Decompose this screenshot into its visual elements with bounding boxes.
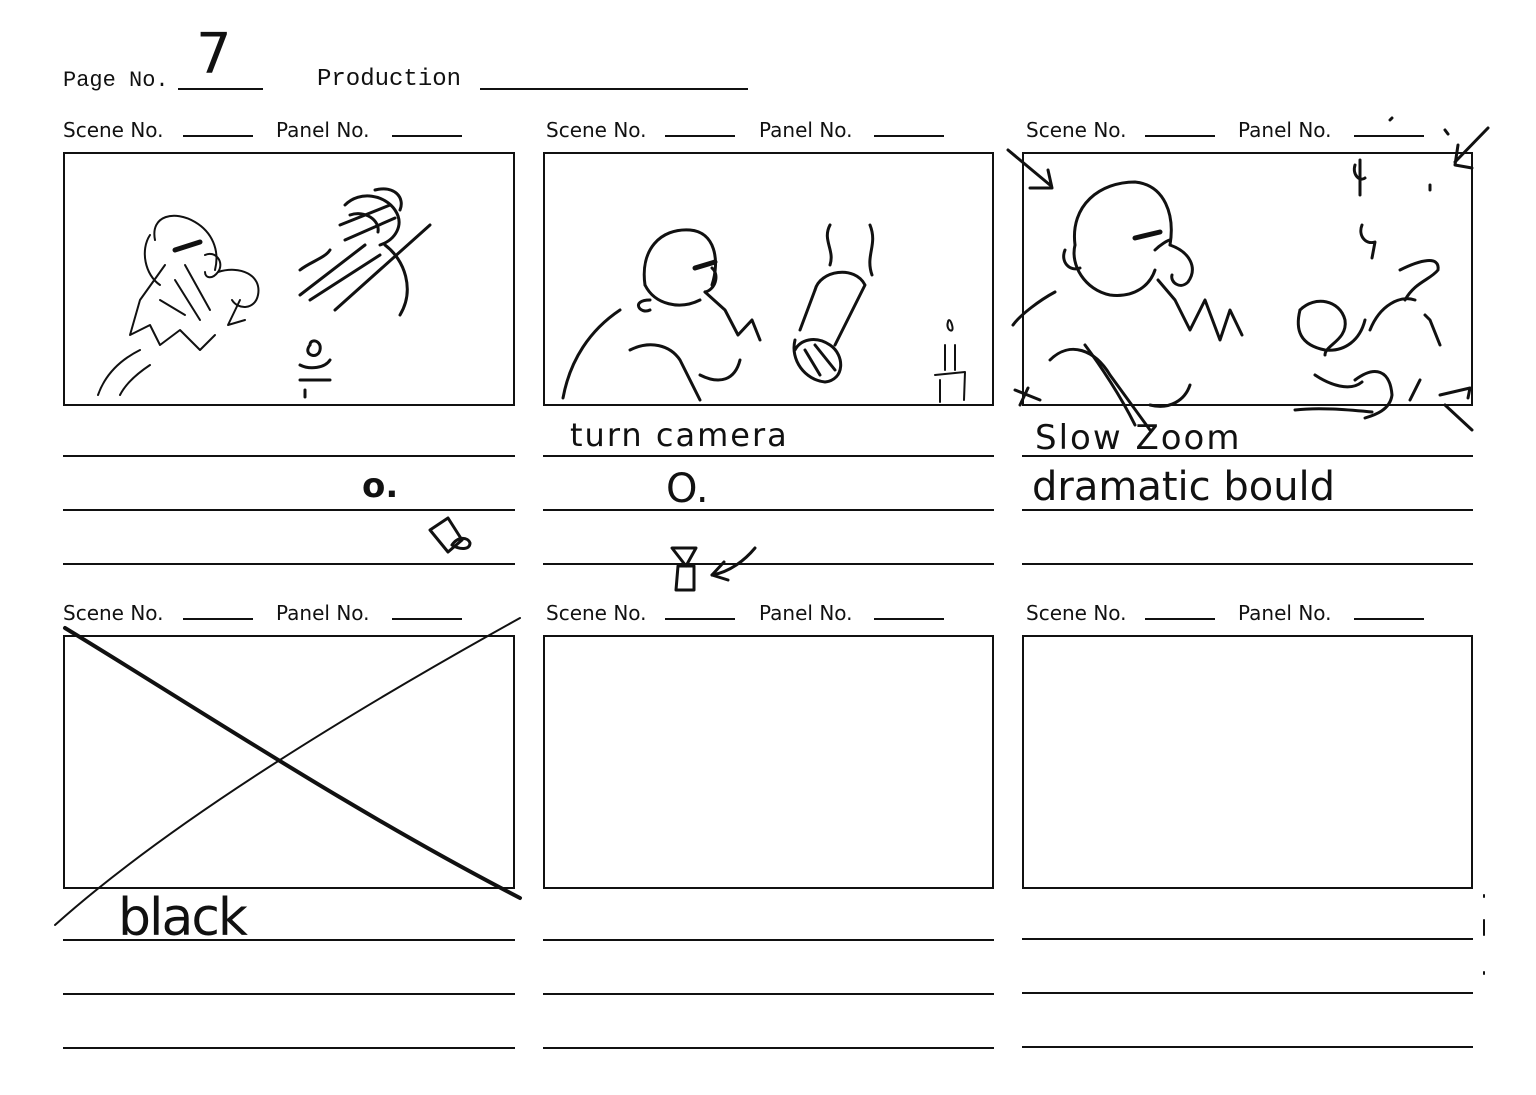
panel-2-note-2[interactable]: O. bbox=[666, 466, 709, 512]
panel-2-camera-icon bbox=[672, 548, 696, 590]
scene-no-field[interactable] bbox=[1145, 135, 1215, 137]
panel-no-label: Panel No. bbox=[1238, 118, 1332, 142]
scene-no-field[interactable] bbox=[1145, 618, 1215, 620]
scene-no-label: Scene No. bbox=[1026, 118, 1127, 142]
panel-no-label: Panel No. bbox=[276, 118, 370, 142]
panel-1-note-2[interactable]: o. bbox=[362, 466, 399, 506]
page-number-value[interactable]: 7 bbox=[196, 22, 232, 87]
panel-no-field[interactable] bbox=[874, 135, 944, 137]
note-line bbox=[543, 939, 994, 941]
panel-frame-1[interactable] bbox=[63, 152, 515, 406]
panel-no-field[interactable] bbox=[392, 135, 462, 137]
panel-frame-3[interactable] bbox=[1022, 152, 1473, 406]
note-line bbox=[63, 509, 515, 511]
panel-frame-5[interactable] bbox=[543, 635, 994, 889]
panel-no-field[interactable] bbox=[392, 618, 462, 620]
panel-2-note-1[interactable]: turn camera bbox=[570, 416, 789, 454]
note-line bbox=[543, 455, 994, 457]
scene-no-field[interactable] bbox=[665, 618, 735, 620]
panel-4-note-1[interactable]: black bbox=[118, 888, 247, 948]
panel-no-label: Panel No. bbox=[276, 601, 370, 625]
panel-3-note-2[interactable]: dramatic bould bbox=[1032, 464, 1336, 510]
note-line bbox=[63, 993, 515, 995]
panel-frame-4[interactable] bbox=[63, 635, 515, 889]
note-line bbox=[63, 1047, 515, 1049]
panel-no-field[interactable] bbox=[874, 618, 944, 620]
production-line bbox=[480, 88, 748, 90]
note-line bbox=[543, 1047, 994, 1049]
panel-no-field[interactable] bbox=[1354, 618, 1424, 620]
page-number-line bbox=[178, 88, 263, 90]
scene-no-label: Scene No. bbox=[546, 601, 647, 625]
note-line bbox=[1022, 938, 1473, 940]
production-label: Production bbox=[317, 66, 462, 93]
note-line bbox=[543, 563, 994, 565]
note-line bbox=[1022, 992, 1473, 994]
panel-3-note-1[interactable]: Slow Zoom bbox=[1035, 418, 1242, 458]
note-line bbox=[1022, 1046, 1473, 1048]
panel-no-label: Panel No. bbox=[759, 118, 853, 142]
panel-no-label: Panel No. bbox=[759, 601, 853, 625]
panel-frame-2[interactable] bbox=[543, 152, 994, 406]
panel-no-label: Panel No. bbox=[1238, 601, 1332, 625]
note-line bbox=[543, 993, 994, 995]
panel-frame-6[interactable] bbox=[1022, 635, 1473, 889]
scene-no-field[interactable] bbox=[183, 135, 253, 137]
scene-no-field[interactable] bbox=[183, 618, 253, 620]
scene-no-label: Scene No. bbox=[63, 118, 164, 142]
note-line bbox=[63, 563, 515, 565]
scene-no-label: Scene No. bbox=[1026, 601, 1127, 625]
note-line bbox=[63, 455, 515, 457]
panel-1-camera-icon bbox=[430, 518, 470, 552]
note-line bbox=[543, 509, 994, 511]
scene-no-label: Scene No. bbox=[546, 118, 647, 142]
scene-no-field[interactable] bbox=[665, 135, 735, 137]
note-line bbox=[1022, 563, 1473, 565]
scene-no-label: Scene No. bbox=[63, 601, 164, 625]
page-number-label: Page No. bbox=[63, 68, 169, 93]
panel-no-field[interactable] bbox=[1354, 135, 1424, 137]
